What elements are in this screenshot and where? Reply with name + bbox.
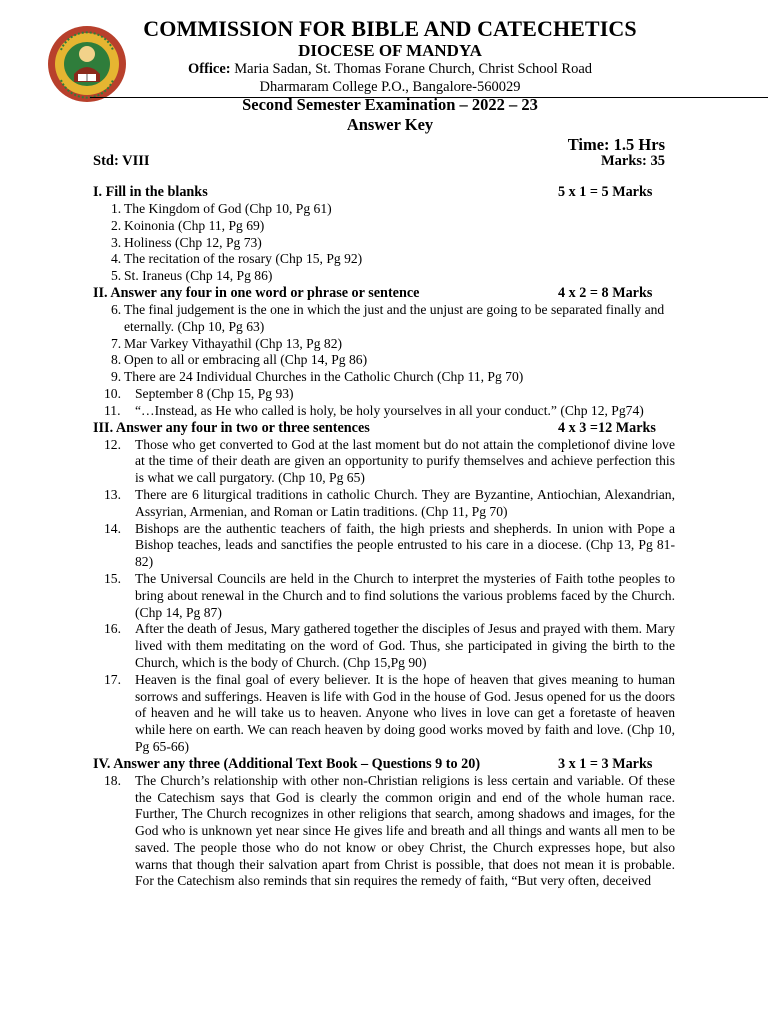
answer-item bbox=[93, 201, 675, 218]
office-text: Maria Sadan, St. Thomas Forane Church, Christ School Road bbox=[230, 61, 593, 77]
answer-number: 16. bbox=[104, 621, 121, 637]
answer-item bbox=[93, 487, 675, 521]
answer-item bbox=[93, 386, 675, 403]
answer-number: 4. bbox=[111, 251, 122, 267]
answer-text: “…Instead, as He who called is holy, be holy yourselves in all your conduct.” (Chp 12, Pg74) bbox=[135, 402, 644, 418]
answer-text: Bishops are the authentic teachers of faith, the high priests and shepherds. In union with Pope a Bishop teaches, leads and sanctifies the people entrusted to his care in a diocese. (Chp 13, Pg 81-82) bbox=[135, 520, 675, 570]
diocese-name: DIOCESE OF MANDYA bbox=[298, 41, 482, 60]
answer-number: 18. bbox=[104, 772, 121, 788]
answer-text: St. Iraneus (Chp 14, Pg 86) bbox=[124, 268, 273, 284]
answer-number: 7. bbox=[111, 335, 122, 351]
answer-number: 17. bbox=[104, 671, 121, 687]
standard: Std: VIII bbox=[93, 153, 150, 169]
answer-item bbox=[93, 336, 675, 353]
section-heading bbox=[93, 756, 675, 773]
answer-number: 13. bbox=[104, 486, 121, 502]
section-marks: 3 x 1 = 3 Marks bbox=[558, 755, 653, 772]
answer-content bbox=[93, 184, 675, 890]
answer-text: Open to all or embracing all (Chp 14, Pg 86) bbox=[124, 352, 368, 368]
total-marks: Marks: 35 bbox=[600, 153, 665, 169]
section-title: I. Fill in the blanks bbox=[93, 184, 208, 200]
answer-list bbox=[93, 201, 675, 285]
answer-number: 5. bbox=[111, 268, 122, 284]
answer-number: 9. bbox=[111, 369, 122, 385]
answer-text: Heaven is the final goal of every believer. It is the hope of heaven that gives meaning to human sorrows and sufferings. Heaven is life with God in the house of God. Jesus opened for us the doors of heaven and he will take us to heaven. Anyone who lives in love can get a foretaste of heaven while here on earth. We can reach heaven by doing good works moved by faith and love. (Chp 10, Pg 65-66) bbox=[135, 671, 675, 754]
answer-item bbox=[93, 352, 675, 369]
address-line: Dharmaram College P.O., Bangalore-560029 bbox=[259, 79, 521, 95]
office-label: Office: bbox=[187, 61, 231, 77]
answer-item bbox=[93, 235, 675, 252]
answer-number: 8. bbox=[111, 352, 122, 368]
answer-number: 6. bbox=[111, 301, 122, 317]
exam-title: Second Semester Examination – 2022 – 23 bbox=[242, 95, 538, 114]
answer-text: Holiness (Chp 12, Pg 73) bbox=[124, 234, 262, 250]
answer-text: The Universal Councils are held in the Church to interpret the mysteries of Faith tothe peoples to bring about renewal in the Church and to find solutions the various problems faced by the Church. (Chp 14, Pg 87) bbox=[135, 570, 675, 620]
commission-title: COMMISSION FOR BIBLE AND CATECHETICS bbox=[143, 16, 637, 41]
answer-item bbox=[93, 621, 675, 671]
answer-number: 1. bbox=[111, 201, 122, 216]
answer-number: 3. bbox=[111, 234, 122, 250]
answer-number: 15. bbox=[104, 570, 121, 586]
answer-list bbox=[93, 302, 675, 420]
answer-item bbox=[93, 437, 675, 487]
section-marks: 4 x 3 =12 Marks bbox=[558, 419, 656, 436]
exam-time: Time: 1.5 Hrs bbox=[567, 135, 665, 154]
answer-text: Koinonia (Chp 11, Pg 69) bbox=[124, 217, 265, 233]
section-marks: 4 x 2 = 8 Marks bbox=[558, 284, 653, 301]
section-marks: 5 x 1 = 5 Marks bbox=[558, 184, 653, 200]
answer-number: 14. bbox=[104, 520, 121, 536]
answer-number: 12. bbox=[104, 436, 121, 452]
answer-number: 2. bbox=[111, 217, 122, 233]
answer-number: 10. bbox=[104, 385, 121, 401]
answer-item bbox=[93, 302, 675, 336]
section-heading bbox=[93, 420, 675, 437]
answer-item bbox=[93, 403, 675, 420]
answer-list bbox=[93, 437, 675, 756]
answer-text: There are 6 liturgical traditions in catholic Church. They are Byzantine, Antiochian, Alexandrian, Assyrian, Armenian, and Roman or Latin traditions. (Chp 11, Pg 70) bbox=[135, 486, 675, 519]
answer-key-title: Answer Key bbox=[346, 115, 434, 134]
section-heading bbox=[93, 184, 675, 201]
catechetical-centre-logo bbox=[47, 24, 127, 104]
answer-item bbox=[93, 571, 675, 621]
answer-text: The recitation of the rosary (Chp 15, Pg 92) bbox=[124, 251, 363, 267]
section-title: IV. Answer any three (Additional Text Book – Questions 9 to 20) bbox=[93, 755, 481, 772]
answer-number: 11. bbox=[104, 402, 121, 418]
answer-item bbox=[93, 369, 675, 386]
answer-item bbox=[93, 521, 675, 571]
answer-text: Mar Varkey Vithayathil (Chp 13, Pg 82) bbox=[124, 335, 343, 351]
answer-item bbox=[93, 773, 675, 891]
office-line bbox=[140, 61, 640, 78]
answer-text: After the death of Jesus, Mary gathered together the disciples of Jesus and prayed with them. Mary lived with them meditating on the word of God. Thus, she participated in giving the birth to the Church, which is the body of Church. (Chp 15,Pg 90) bbox=[135, 621, 675, 670]
section-title: III. Answer any four in two or three sentences bbox=[93, 419, 370, 436]
section-heading bbox=[93, 285, 675, 302]
answer-text: September 8 (Chp 15, Pg 93) bbox=[135, 385, 294, 401]
answer-list bbox=[93, 773, 675, 891]
answer-text: The Church’s relationship with other non-Christian religions is less certain and variable. Of these the Catechism says that God is clearly the common origin and end of the whole human race. Further, The Church recognizes in other religions that search, among shadows and images, for the God who is unknown yet near since He gives life and breath and all things and wants all men to be saved. The people those who do not know or obey Christ, the Church expresses hope, but also warns that though their salvation apart from Christ is possible, that does not mean it is probable. For the Catechism also reminds that sin requires the remedy of faith, “But very often, deceived bbox=[135, 772, 675, 889]
section-title: II. Answer any four in one word or phrase or sentence bbox=[93, 284, 420, 301]
answer-text: Those who get converted to God at the last moment but do not attain the completionof divine love at the time of their death are given an opportunity to purify themselves and achieve perfection this is what we call purgatory. (Chp 10, Pg 65) bbox=[135, 436, 675, 486]
answer-text: The final judgement is the one in which the just and the unjust are going to be separated finally and eternally. (Chp 10, Pg 63) bbox=[124, 301, 665, 334]
answer-item bbox=[93, 672, 675, 756]
answer-item bbox=[93, 268, 675, 285]
answer-text: The Kingdom of God (Chp 10, Pg 61) bbox=[124, 201, 332, 216]
answer-text: There are 24 Individual Churches in the Catholic Church (Chp 11, Pg 70) bbox=[124, 369, 524, 385]
answer-item bbox=[93, 251, 675, 268]
answer-item bbox=[93, 218, 675, 235]
